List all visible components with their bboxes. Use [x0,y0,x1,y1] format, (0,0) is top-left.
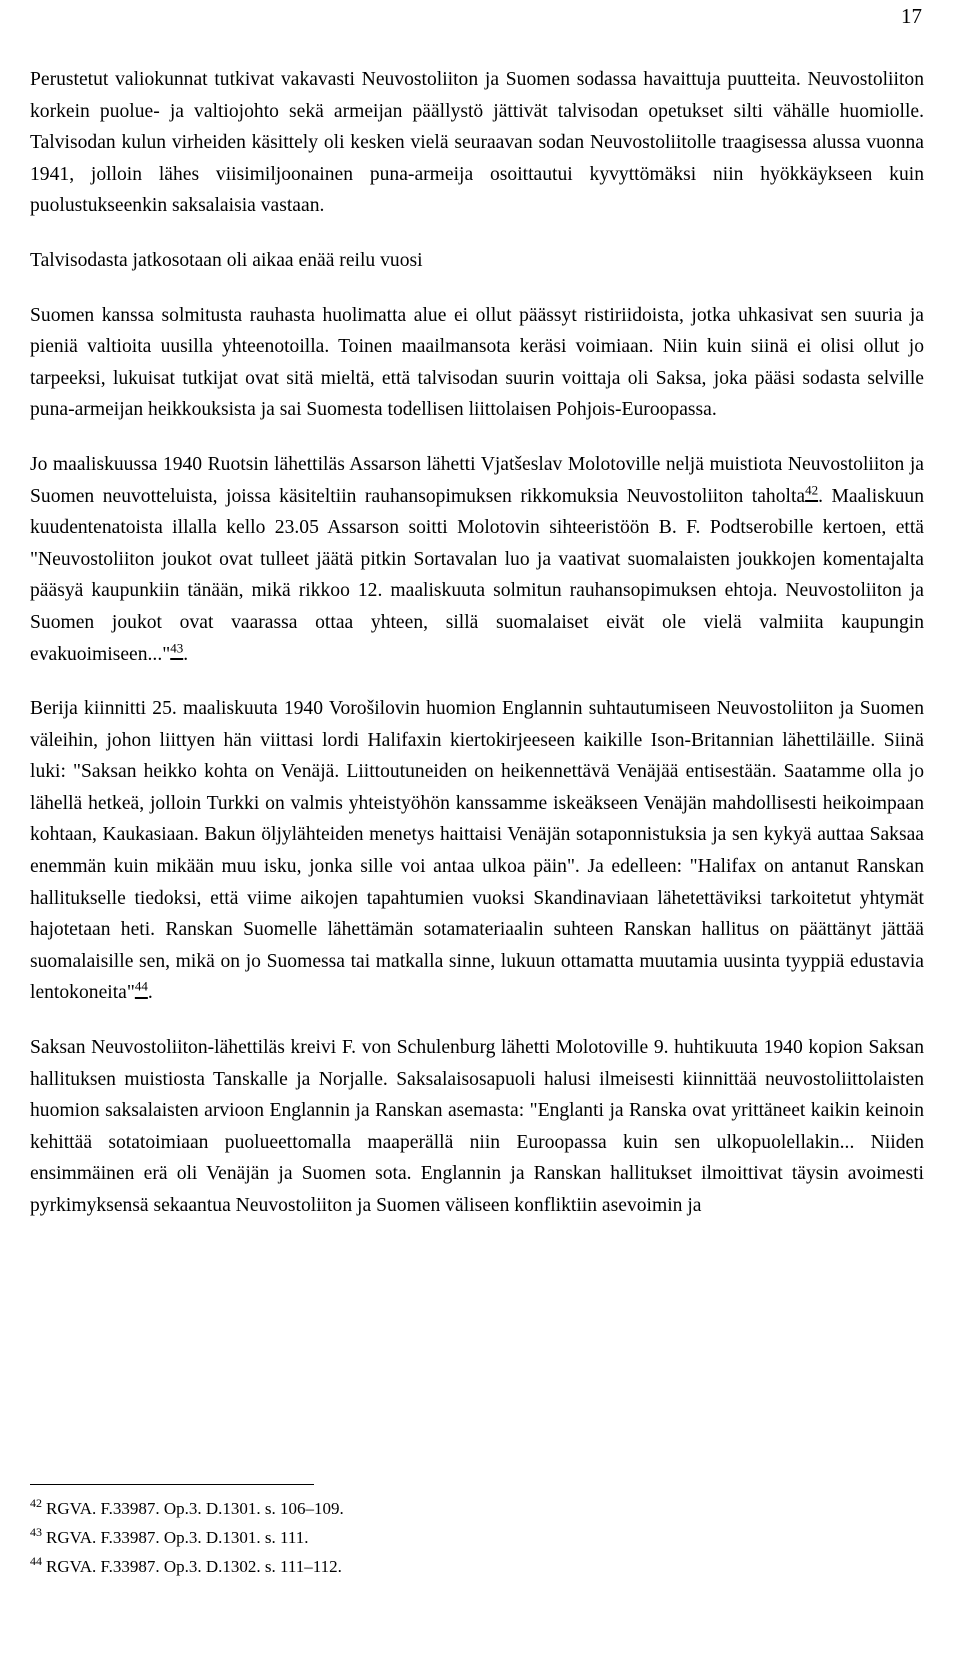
footnotes [30,1494,924,1581]
footnote-divider [30,1484,314,1485]
page-number: 17 [901,4,922,28]
paragraph-text: . [183,643,189,665]
body-text [30,64,924,1245]
footnote-number: 44 [30,1554,42,1569]
paragraph-text: Berija kiinnitti 25. maaliskuuta 1940 Vorošilovin huomion Englannin suhtautumiseen Neuvostoliiton ja Suomen väleihin, johon liittyen hän viittasi lordi Halifaxin kiertokirjeeseen kaikille Ison-Britannian lähettiläille. Siinä luki: "Saksan heikko kohta on Venäjä. Liittoutuneiden on heikennettävä Venäjää entisestään. Saatamme olla jo lähellä hetkeä, jolloin Turkki on valmis yhteistyöhön kanssamme iskeäkseen Venäjän mahdollisesti heikoimpaan kohtaan, Kaukasiaan. Bakun öljylähteiden menetys haittaisi Venäjän sotaponnistuksia ja sen kykyä auttaa Saksaa enemmän kuin mikään muu isku, jonka sille voi antaa ulkoa päin". Ja edelleen: "Halifax on antanut Ranskan hallitukselle tiedoksi, että viime aikojen tapahtumien vuoksi Skandinaviaan lähetettäviksi tarkoitetut yhtymät hajotetaan heti. Ranskan Suomelle lähettämän sotamateriaalin suhteen Ranskan hallitus on päättänyt jättää suomalaisille sen, mikä on jo Suomessa tai matkalla sinne, lukuun ottamatta muutamia uusinta tyyppiä edustavia lentokoneita" [30,698,924,1004]
paragraph-text: Jo maaliskuussa 1940 Ruotsin lähettiläs Assarson lähetti Vjatšeslav Molotoville neljä muistiota Neuvostoliiton ja Suomen neuvotteluista, joissa käsiteltiin rauhansopimuksen rikkomuksia Neuvostoliiton taholta [30,453,924,507]
paragraph [30,449,924,670]
paragraph-text: . [147,982,153,1004]
footnote-ref-44[interactable]: 44 [134,978,148,994]
paragraph [30,300,924,426]
footnote-number: 42 [30,1496,42,1511]
paragraph-text: Perustetut valiokunnat tutkivat vakavasti Neuvostoliiton ja Suomen sodassa havaittuja puutteita. Neuvostoliiton korkein puolue- ja valtiojohto sekä armeijan päällystö jättivät talvisodan opetukset silti vähälle huomiolle. Talvisodan kulun virheiden käsittely oli kesken vielä seuraavan sodan Neuvostoliitolle traagisessa alussa vuonna 1941, jolloin lähes viisimiljoonainen puna-armeija osoittautui kyvyttömäksi niin hyökkäykseen kuin puolustukseenkin saksalaisia vastaan. [30,69,924,217]
paragraph [30,693,924,1009]
footnote-text: RGVA. F.33987. Op.3. D.1301. s. 111. [46,1528,309,1547]
footnote-text: RGVA. F.33987. Op.3. D.1302. s. 111–112. [46,1557,342,1576]
footnote [30,1523,924,1552]
footnote-number: 43 [30,1525,42,1540]
footnote [30,1552,924,1581]
paragraph [30,1032,924,1222]
paragraph-text: . Maaliskuun kuudentenatoista illalla kello 23.05 Assarson soitti Molotovin sihteeristöön B. F. Podtserobille kertoen, että "Neuvostoliiton joukot ovat tulleet jäätä pitkin Sortavalan luo ja vaativat suomalaisten joukkojen komentajalta pääsyä kaupunkiin tänään, mikä rikkoo 12. maaliskuuta solmitun rauhansopimuksen ehtoja. Neuvostoliiton ja Suomen joukot ovat vaarassa ottaa yhteen, sillä suomalaiset eivät ole vielä valmiita kaupungin evakuoimiseen..." [30,485,925,665]
footnote-ref-42[interactable]: 42 [805,482,819,497]
paragraph-text: Suomen kanssa solmitusta rauhasta huolimatta alue ei ollut päässyt ristiriidoista, jotka uhkasivat sen suuria ja pieniä valtioita uusilla yhteenotoilla. Toinen maailmansota keräsi voimiaan. Niin kuin siinä ei olisi ollut jo tarpeeksi, lukuisat tutkijat ovat sitä mieltä, että talvisodan suurin voittaja oli Saksa, joka pääsi sodasta selville puna-armeijan heikkouksista ja sai Suomesta todellisen liittolaisen Pohjois-Euroopassa. [30,304,924,421]
section-heading [30,245,924,277]
footnote-ref-43[interactable]: 43 [170,639,184,655]
section-heading-text: Talvisodasta jatkosotaan oli aikaa enää reilu vuosi [30,249,423,271]
footnote [30,1494,924,1523]
paragraph [30,64,924,222]
paragraph-text: Saksan Neuvostoliiton-lähettiläs kreivi F. von Schulenburg lähetti Molotoville 9. huhtikuuta 1940 kopion Saksan hallituksen muistiosta Tanskalle ja Norjalle. Saksalaisosapuoli halusi ilmeisesti kiinnittää neuvostoliittolaisten huomion saksalaisten arvioon Englannin ja Ranskan asemasta: "Englanti ja Ranska ovat yrittäneet kaikin keinoin kehittää sotatoimiaan puolueettomalla maaperällä niin Euroopassa kuin sen ulkopuolellakin... Niiden ensimmäinen erä oli Venäjän ja Suomen sota. Englannin ja Ranskan hallitukset ilmoittivat täysin avoimesti pyrkimyksensä sekaantua Neuvostoliiton ja Suomen väliseen konfliktiin asevoimin ja [30,1037,924,1216]
footnote-text: RGVA. F.33987. Op.3. D.1301. s. 106–109. [46,1499,344,1518]
